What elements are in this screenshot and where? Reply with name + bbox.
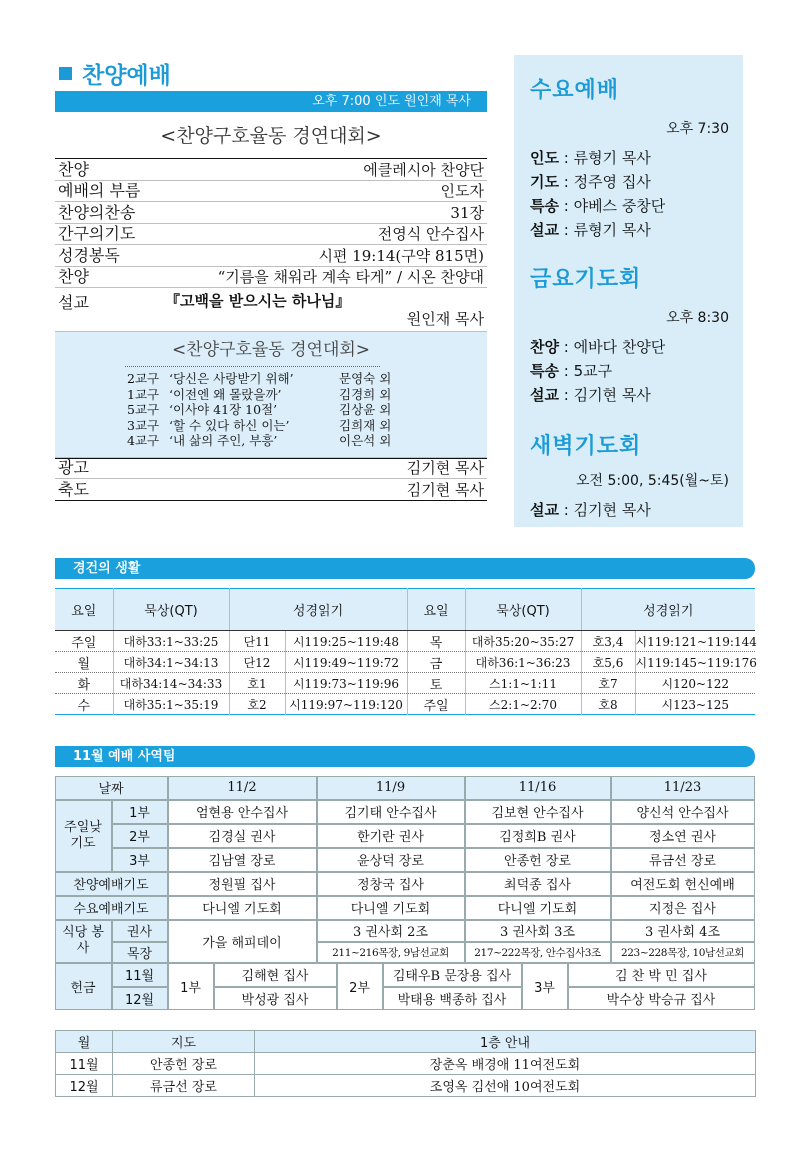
sermon-preacher: 원인재 목사	[406, 310, 484, 328]
order-row	[55, 267, 487, 289]
order-value: 김기현 목사	[406, 459, 484, 477]
name-cell: 김해현 집사	[214, 963, 337, 987]
header-reading: 성경읽기	[581, 589, 755, 631]
contest-team	[55, 402, 487, 418]
cell: 주일	[55, 631, 113, 652]
wednesday-line	[530, 170, 729, 194]
name-cell: 김보현 안수집사	[465, 800, 611, 824]
cell: 시119:145~119:176	[635, 652, 755, 673]
wednesday-title: 수요예배	[530, 78, 620, 103]
cell: 단11	[229, 631, 285, 652]
name-cell: 지정은 집사	[611, 896, 755, 920]
name-cell: 정원필 집사	[168, 872, 317, 896]
name-cell: 안종헌 장로	[465, 848, 611, 872]
cell: 토	[407, 673, 465, 694]
cell: 대하35:20~35:27	[465, 631, 581, 652]
devotion-section-bar: 경건의 생활	[55, 558, 755, 579]
header-qt: 묵상(QT)	[465, 589, 581, 631]
team-leader: 김희재 외	[339, 417, 392, 433]
praise-worship-title: 찬양예배	[82, 62, 171, 89]
friday-line	[530, 335, 729, 359]
cell: 수	[55, 694, 113, 715]
part-label: 2부	[112, 824, 168, 848]
cell: 대하33:1~33:25	[113, 631, 229, 652]
cell: 호3,4	[581, 631, 635, 652]
cell: 시119:97~119:120	[285, 694, 407, 715]
cell: 스2:1~2:70	[465, 694, 581, 715]
dawn-line	[530, 498, 729, 522]
order-label: 찬양	[58, 267, 89, 286]
part-label: 1부	[112, 800, 168, 824]
friday-time: 오후 8:30	[666, 310, 729, 326]
square-bullet-icon	[59, 67, 72, 80]
guide-header: 1층 안내	[255, 1031, 756, 1053]
cell: 안종헌 장로	[113, 1053, 255, 1075]
team-leader: 이은석 외	[339, 433, 392, 448]
name-cell: 박수상 박승규 집사	[568, 987, 755, 1010]
meal-kwon-cell: 3 권사회 2조	[317, 920, 465, 942]
name-cell: 박성광 집사	[214, 987, 337, 1010]
table-row	[55, 652, 755, 673]
team-name: 2교구	[127, 371, 160, 386]
guide-header-row	[56, 1031, 756, 1053]
contest-team	[55, 387, 487, 403]
name-cell: 다니엘 기도회	[465, 896, 611, 920]
line-key: 특송	[530, 197, 559, 215]
cell: 호2	[229, 694, 285, 715]
name-cell: 양신석 안수집사	[611, 800, 755, 824]
table-row	[56, 1053, 756, 1075]
meal-kwon-cell: 3 권사회 3조	[465, 920, 611, 942]
line-key: 설교	[530, 386, 559, 404]
team-name: 1교구	[127, 386, 160, 402]
order-label: 예배의 부름	[58, 181, 141, 200]
praise-worship-header	[55, 58, 487, 88]
cell: 시120~122	[635, 673, 755, 694]
order-label: 찬양의찬송	[58, 202, 136, 222]
header-day: 요일	[407, 589, 465, 631]
cell: 호8	[581, 694, 635, 715]
weekday-services-panel	[514, 55, 743, 527]
meal-mok-label: 목장	[112, 942, 168, 963]
team-song: ‘이사야 41장 10절’	[169, 402, 278, 417]
guide-table	[55, 1030, 756, 1097]
team-name: 3교구	[127, 417, 160, 433]
meal-first-cell: 가을 해피데이	[168, 920, 317, 963]
table-row	[55, 694, 755, 715]
line-key: 기도	[530, 173, 559, 191]
line-value: : 류형기 목사	[558, 221, 651, 239]
order-row	[55, 479, 487, 501]
date-cell: 11/9	[317, 776, 465, 800]
guide-header: 지도	[113, 1031, 255, 1053]
cell: 시123~125	[635, 694, 755, 715]
contest-box	[55, 332, 487, 458]
devotion-header-row	[55, 589, 755, 631]
name-cell: 김남열 장로	[168, 848, 317, 872]
team-name: 4교구	[127, 433, 160, 448]
service-team-section-bar: 11월 예배 사역팀	[55, 746, 755, 767]
contest-box-title: <찬양구호율동 경연대회>	[171, 340, 371, 360]
cell: 시119:25~119:48	[285, 631, 407, 652]
dawn-title: 새벽기도회	[530, 434, 642, 459]
meal-mok-cell: 211~216목장, 9남선교회	[317, 942, 465, 963]
sermon-row	[55, 288, 487, 332]
service-team-grid	[55, 776, 755, 1010]
cell: 조영옥 김선애 10여전도회	[255, 1075, 756, 1097]
name-cell: 류금선 장로	[611, 848, 755, 872]
team-song: ‘이전엔 왜 몰랐을까’	[169, 386, 282, 402]
cell: 대하35:1~35:19	[113, 694, 229, 715]
order-value: 시편 19:14(구약 815면)	[318, 246, 484, 265]
name-cell: 김정희B 권사	[465, 824, 611, 848]
name-cell: 다니엘 기도회	[317, 896, 465, 920]
order-value: “기름을 채워라 계속 타게” / 시온 찬양대	[217, 268, 484, 286]
line-value: : 김기현 목사	[558, 386, 651, 404]
month-label: 11월	[112, 963, 168, 987]
cell: 스1:1~1:11	[465, 673, 581, 694]
meal-service-label: 식당 봉사	[55, 920, 112, 963]
cell: 대하34:14~34:33	[113, 673, 229, 694]
sermon-title: 『고백을 받으시는 하나님』	[165, 292, 351, 310]
order-row	[55, 458, 487, 480]
table-row	[55, 631, 755, 652]
wednesday-line	[530, 146, 729, 170]
meal-kwon-label: 권사	[112, 920, 168, 942]
dotted-divider	[125, 366, 380, 367]
cell: 류금선 장로	[113, 1075, 255, 1097]
name-cell: 다니엘 기도회	[168, 896, 317, 920]
cell: 시119:49~119:72	[285, 652, 407, 673]
order-label: 찬양	[58, 159, 89, 179]
friday-line	[530, 383, 729, 407]
order-row	[55, 245, 487, 267]
table-row	[56, 1075, 756, 1097]
name-cell: 정소연 권사	[611, 824, 755, 848]
cell: 화	[55, 673, 113, 694]
line-value: : 에바다 찬양단	[558, 338, 666, 356]
name-cell: 김태우B 문장용 집사	[383, 963, 522, 987]
contest-team	[55, 371, 487, 387]
name-cell: 윤상덕 장로	[317, 848, 465, 872]
team-song: ‘할 수 있다 하신 이는’	[169, 417, 290, 433]
order-label: 성경봉독	[58, 245, 120, 265]
line-key: 설교	[530, 501, 559, 519]
name-cell: 김기태 안수집사	[317, 800, 465, 824]
order-value: 에클레시아 찬양단	[363, 160, 484, 179]
header-qt: 묵상(QT)	[113, 589, 229, 631]
header-day: 요일	[55, 589, 113, 631]
line-value: : 류형기 목사	[558, 149, 651, 167]
team-song: ‘당신은 사랑받기 위해’	[169, 371, 294, 386]
team-leader: 김경희 외	[339, 386, 392, 402]
team-song: ‘내 삶의 주인, 부흥’	[169, 433, 278, 448]
order-value: 인도자	[440, 182, 484, 200]
cell: 대하36:1~36:23	[465, 652, 581, 673]
date-cell: 11/23	[611, 776, 755, 800]
cell: 12월	[56, 1075, 113, 1097]
cell: 시119:73~119:96	[285, 673, 407, 694]
line-key: 설교	[530, 221, 559, 239]
cell: 11월	[56, 1053, 113, 1075]
dawn-time: 오전 5:00, 5:45(월~토)	[576, 473, 729, 489]
order-label: 축도	[58, 479, 89, 499]
meal-mok-cell: 223~228목장, 10남선교회	[611, 942, 755, 963]
sermon-label: 설교	[58, 293, 89, 312]
contest-team	[55, 433, 487, 449]
line-value: : 김기현 목사	[558, 501, 651, 519]
line-value: : 정주영 집사	[558, 173, 651, 191]
part-label: 3부	[112, 848, 168, 872]
cell: 주일	[407, 694, 465, 715]
name-cell: 정창국 집사	[317, 872, 465, 896]
cell: 목	[407, 631, 465, 652]
order-label: 광고	[58, 458, 89, 477]
devotion-table	[55, 588, 755, 715]
team-name: 5교구	[127, 402, 160, 417]
name-cell: 박태용 백종하 집사	[383, 987, 522, 1010]
wednesday-time: 오후 7:30	[666, 121, 729, 137]
line-key: 인도	[530, 149, 559, 167]
team-leader: 문영숙 외	[339, 371, 392, 386]
order-value: 전영식 안수집사	[377, 225, 484, 243]
order-label: 간구의기도	[58, 224, 136, 243]
line-key: 특송	[530, 362, 559, 380]
month-label: 12월	[112, 987, 168, 1010]
cell: 호5,6	[581, 652, 635, 673]
wednesday-line	[530, 194, 729, 218]
cell: 대하34:1~34:13	[113, 652, 229, 673]
praise-worship-time-bar: 오후 7:00 인도 원인재 목사	[55, 91, 487, 112]
cell: 월	[55, 652, 113, 673]
offering-part-label: 1부	[168, 963, 214, 1010]
cell: 호7	[581, 673, 635, 694]
line-value: : 5교구	[558, 362, 613, 380]
contest-team	[55, 418, 487, 434]
sunday-prayer-label: 주일낮 기도	[55, 800, 112, 872]
wed-prayer-label: 수요예배기도	[55, 896, 168, 920]
date-cell: 11/16	[465, 776, 611, 800]
wednesday-line	[530, 218, 729, 242]
name-cell: 김경실 권사	[168, 824, 317, 848]
header-reading: 성경읽기	[229, 589, 407, 631]
meal-mok-cell: 217~222목장, 안수집사3조	[465, 942, 611, 963]
name-cell: 김 찬 박 민 집사	[568, 963, 755, 987]
cell: 호1	[229, 673, 285, 694]
cell: 장춘옥 배경애 11여전도회	[255, 1053, 756, 1075]
date-cell: 11/2	[168, 776, 317, 800]
friday-title: 금요기도회	[530, 267, 642, 292]
offering-label: 헌금	[55, 963, 112, 1010]
friday-line	[530, 359, 729, 383]
meal-kwon-cell: 3 권사회 4조	[611, 920, 755, 942]
line-value: : 야베스 중창단	[558, 197, 666, 215]
order-value: 김기현 목사	[406, 480, 484, 499]
order-value: 31장	[450, 203, 484, 222]
offering-part-label: 3부	[522, 963, 568, 1010]
cell: 단12	[229, 652, 285, 673]
praise-worship-section	[55, 58, 487, 501]
name-cell: 엄현용 안수집사	[168, 800, 317, 824]
team-leader: 김상윤 외	[339, 402, 392, 417]
date-label: 날짜	[55, 776, 168, 800]
cell: 금	[407, 652, 465, 673]
name-cell: 여전도회 헌신예배	[611, 872, 755, 896]
cell: 시119:121~119:144	[635, 631, 755, 652]
table-row	[55, 673, 755, 694]
guide-header: 월	[56, 1031, 113, 1053]
offering-part-label: 2부	[337, 963, 383, 1010]
line-key: 찬양	[530, 338, 559, 356]
contest-title: <찬양구호율동 경연대회>	[160, 125, 382, 147]
name-cell: 최덕종 집사	[465, 872, 611, 896]
praise-prayer-label: 찬양예배기도	[55, 872, 168, 896]
name-cell: 한기란 권사	[317, 824, 465, 848]
